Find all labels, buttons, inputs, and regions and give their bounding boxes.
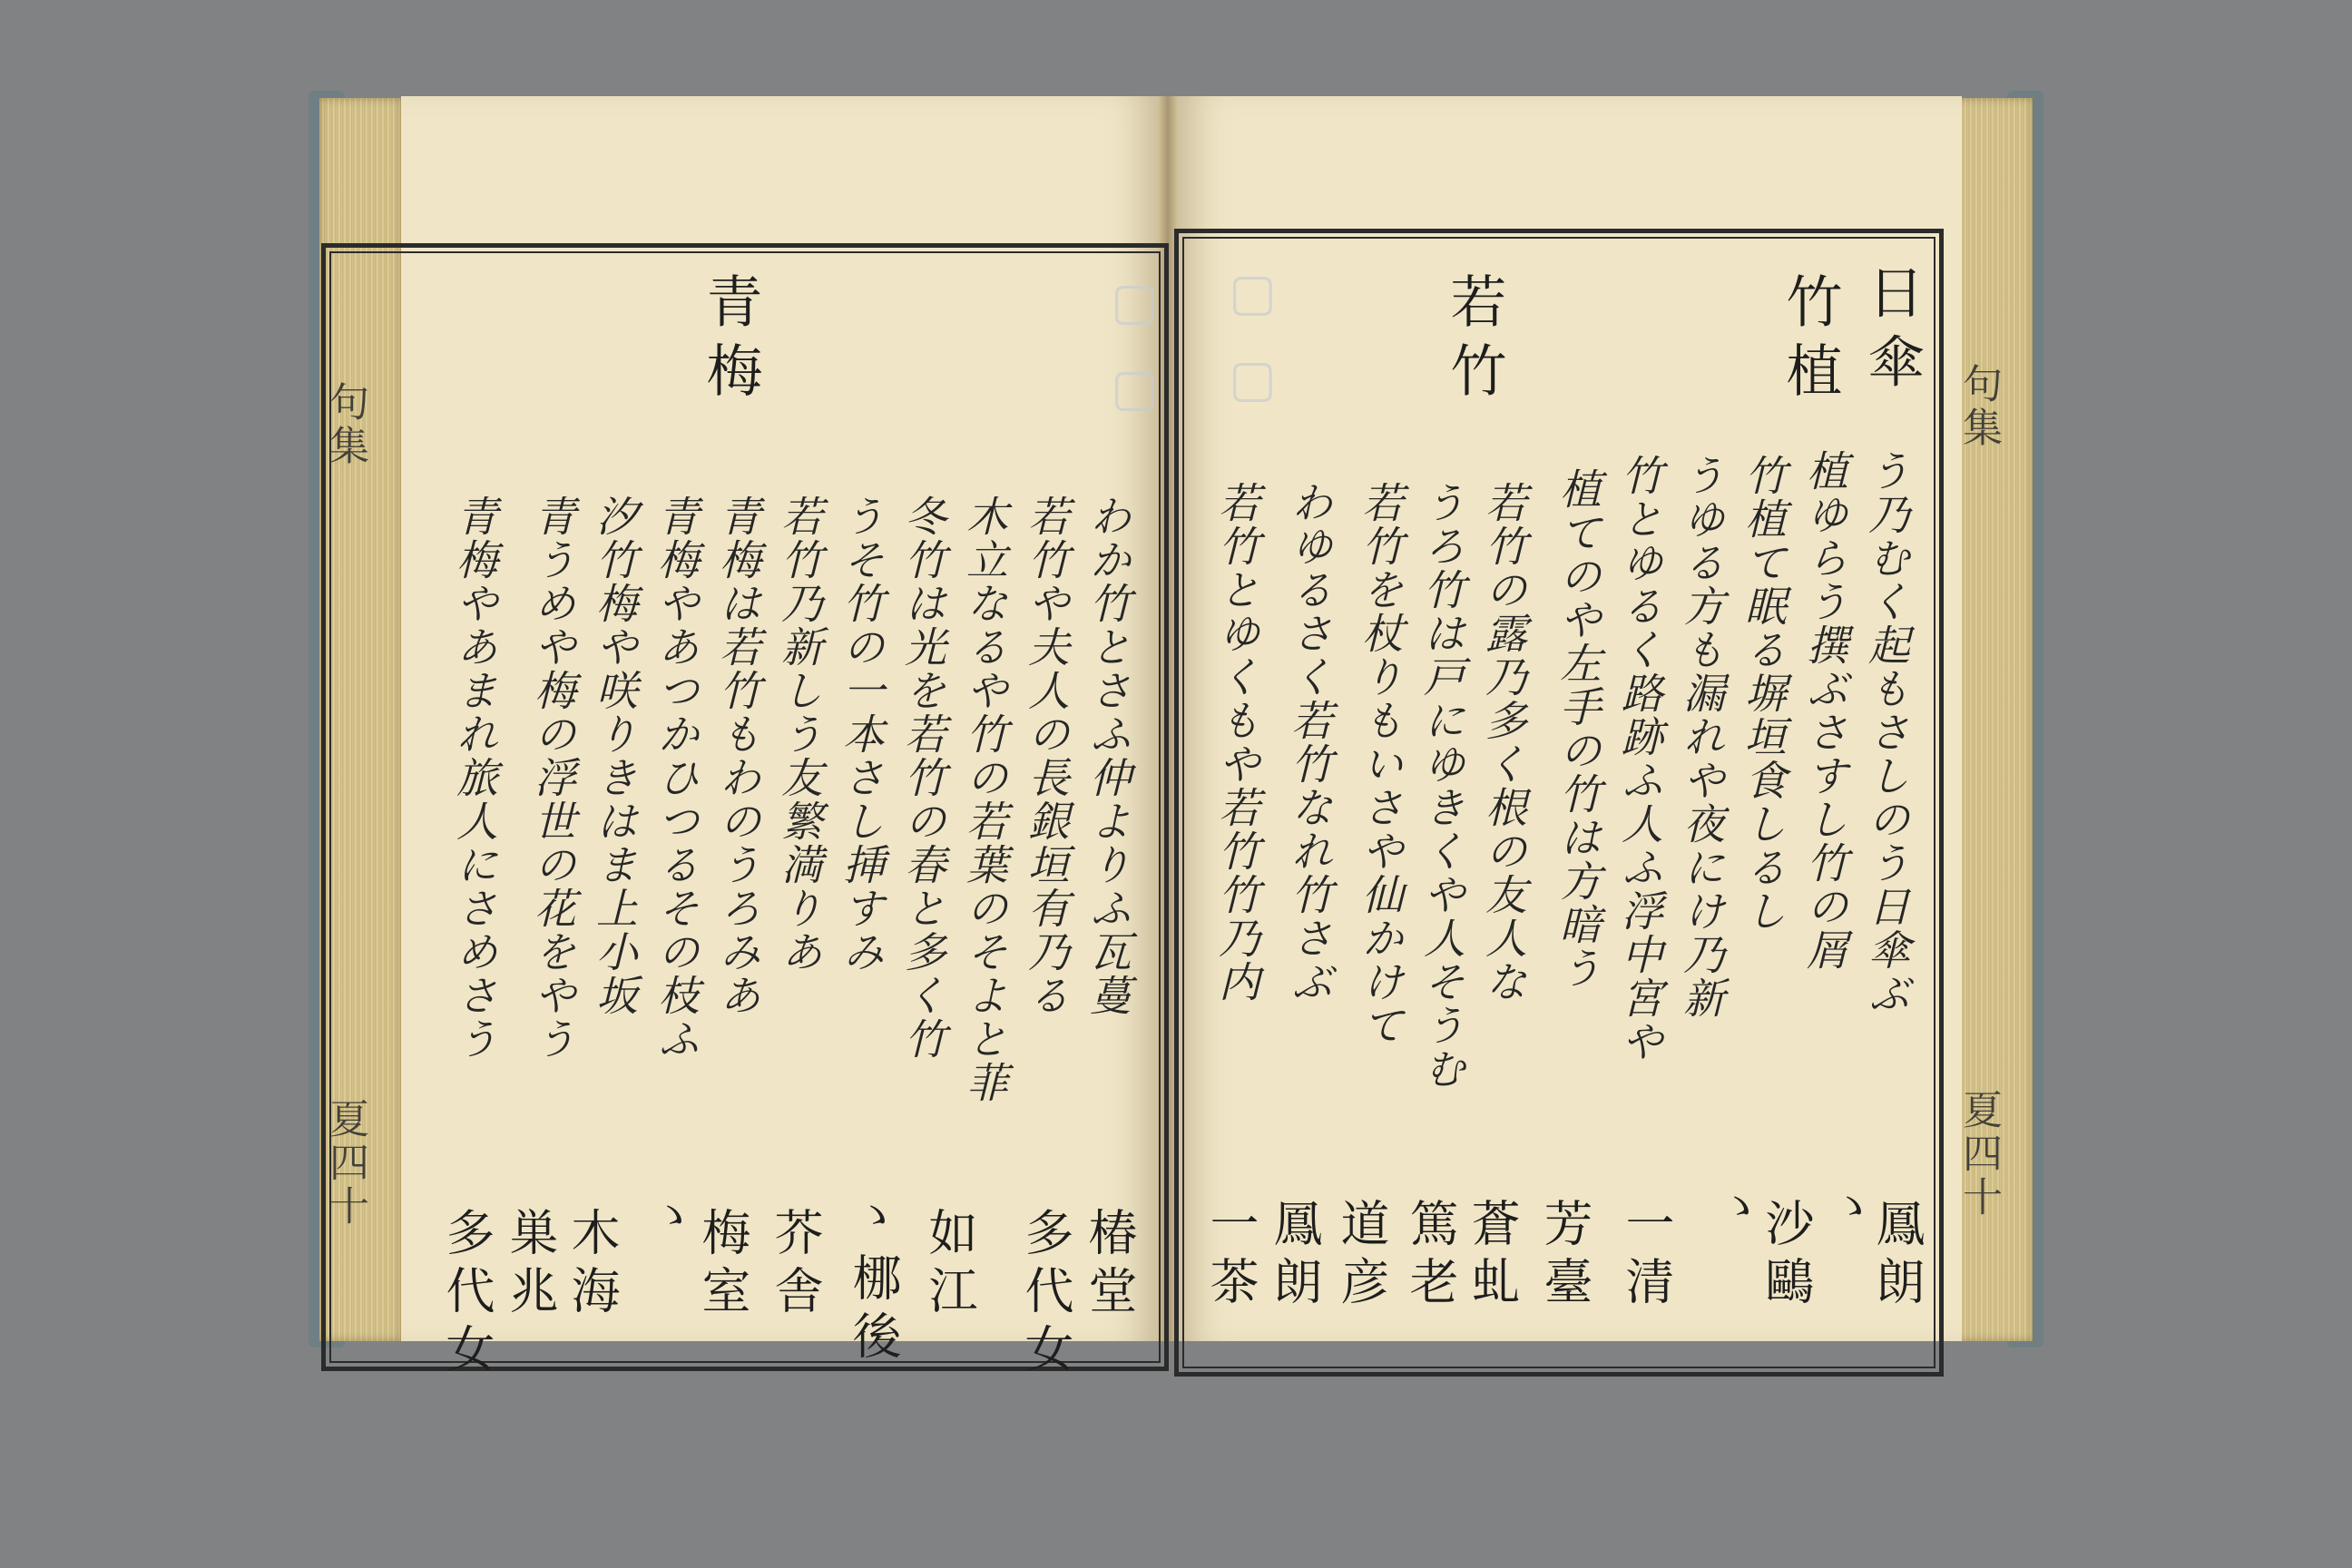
right-verse-6: 植てのや左手の竹は方暗う [1553, 467, 1602, 990]
right-edge-label-top: 句集 [1955, 363, 2002, 450]
bleed-through-mark: ▢▢ [1223, 263, 1282, 436]
right-heading-1: 日傘 [1858, 263, 1925, 401]
right-verse-9: 若竹を杖りもいさや仙かけて [1356, 481, 1405, 1047]
right-verse-4: うゆる方も漏れや夜にけ乃新 [1677, 454, 1726, 1020]
left-verse-4: 冬竹は光を若竹の春と多く竹 [898, 495, 947, 1061]
right-verse-3: 竹植て眠る塀垣食しるし [1739, 454, 1788, 933]
right-heading-3: 若竹 [1441, 272, 1507, 410]
left-verse-11: 青梅やあまれ旅人にさめさう [450, 495, 499, 1061]
left-edge-label-top: 句集 [322, 381, 368, 468]
right-author-5: 蒼虬 [1464, 1198, 1521, 1314]
left-verse-9: 汐竹梅や咲りきはま上小坂 [590, 495, 639, 1017]
left-author-9: 多代女 [438, 1207, 495, 1381]
left-author-7: 木海 [564, 1207, 621, 1323]
right-author-2: 沙鷗 [1758, 1198, 1815, 1314]
right-author-6: 篤老 [1402, 1198, 1459, 1314]
left-author-mark-4: ゝ [845, 1189, 902, 1247]
left-edge-label-bottom: 夏四十 [322, 1098, 368, 1229]
right-verse-10: わゆるさく若竹なれ竹さぶ [1285, 481, 1334, 1004]
left-verse-3: 木立なるや竹の若葉のそよと菲 [960, 495, 1009, 1104]
right-verse-1: う乃むく起もさしのう日傘ぶ [1862, 449, 1911, 1015]
right-verse-5: 竹とゆるく路跡ふ人ふ浮中宮や [1615, 454, 1664, 1063]
right-author-1: 鳳朗 [1868, 1198, 1926, 1314]
right-edge-label-bottom: 夏四十 [1955, 1089, 2002, 1220]
bleed-through-mark: ▢▢ [1105, 272, 1164, 445]
right-author-mark-2: ゝ [1821, 1180, 1878, 1238]
left-verse-2: 若竹や夫人の長銀垣有乃る [1022, 495, 1071, 1017]
left-verse-7: 青梅は若竹もわのうろみあ [713, 495, 762, 1017]
left-author-8: 巣兆 [502, 1207, 559, 1323]
right-author-8: 鳳朗 [1266, 1198, 1323, 1314]
left-author-4: 梛後 [845, 1252, 902, 1368]
right-author-7: 道彦 [1333, 1198, 1390, 1314]
right-verse-7: 若竹の露乃多く根の友人な [1479, 481, 1528, 1004]
left-verse-8: 青梅やあつかひつるその枝ふ [652, 495, 701, 1061]
left-verse-6: 若竹乃新しう友繁満りあ [775, 495, 824, 974]
left-verse-5: うそ竹の一本さし挿すみ [837, 495, 886, 974]
left-author-2: 多代女 [1017, 1207, 1074, 1381]
right-author-4: 芳臺 [1536, 1198, 1593, 1314]
right-heading-2: 竹植 [1777, 272, 1843, 410]
right-verse-2: 植ゆらう撰ぶさすし竹の屑 [1800, 449, 1849, 972]
left-verse-1: わか竹とさふ仲よりふ瓦蔓 [1083, 495, 1132, 1017]
right-author-3: 一清 [1618, 1198, 1675, 1314]
right-author-mark-3: ゝ [1709, 1180, 1766, 1238]
left-author-6: 梅室 [694, 1207, 751, 1323]
right-verse-8: うろ竹は戸にゆきくや人そうむ [1417, 481, 1466, 1091]
left-author-3: 如江 [921, 1207, 978, 1323]
right-author-9: 一茶 [1202, 1198, 1259, 1314]
left-author-mark-8: ゝ [642, 1189, 699, 1247]
left-verse-10: 青うめや梅の浮世の花をやう [528, 495, 577, 1061]
left-author-1: 椿堂 [1081, 1207, 1138, 1323]
left-author-5: 芥舎 [767, 1207, 824, 1323]
right-verse-11: 若竹とゆくもや若竹竹乃内 [1212, 481, 1261, 1004]
left-section-heading: 青梅 [697, 272, 763, 410]
